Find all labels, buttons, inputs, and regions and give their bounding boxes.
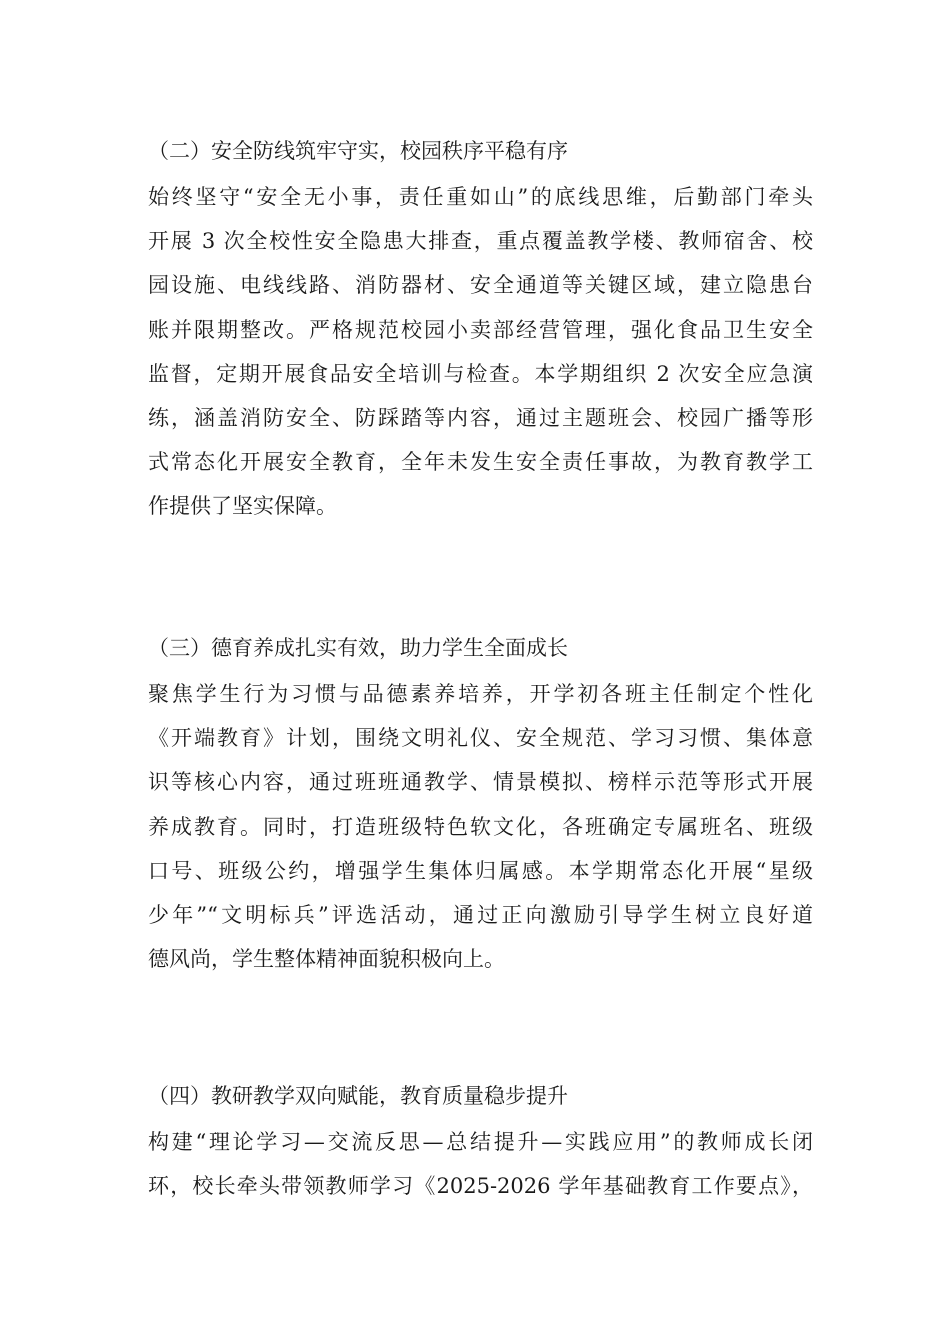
section-heading: （二）安全防线筑牢守实，校园秩序平稳有序 — [148, 139, 568, 163]
section-paragraph — [148, 672, 813, 981]
paragraph-line: 园设施、电线线路、消防器材、安全通道等关键区域，建立隐患台 — [148, 273, 813, 298]
paragraph-line: 少年”“文明标兵”评选活动，通过正向激励引导学生树立良好道 — [148, 902, 813, 927]
paragraph-line: 始终坚守“安全无小事，责任重如山”的底线思维，后勤部门牵头 — [148, 185, 813, 209]
section-teaching-research — [148, 1082, 813, 1208]
paragraph-line: 开展 3 次全校性安全隐患大排查，重点覆盖教学楼、教师宿舍、校 — [148, 229, 813, 254]
section-paragraph — [148, 175, 813, 529]
paragraph-line: 德风尚，学生整体精神面貌积极向上。 — [148, 947, 505, 972]
paragraph-line: 聚焦学生行为习惯与品德素养培养，开学初各班主任制定个性化 — [148, 682, 813, 706]
paragraph-line: 构建“理论学习—交流反思—总结提升—实践应用”的教师成长闭 — [148, 1130, 813, 1154]
paragraph-line: 识等核心内容，通过班班通教学、情景模拟、榜样示范等形式开展 — [148, 770, 813, 795]
paragraph-line: 作提供了坚实保障。 — [148, 494, 337, 519]
paragraph-line: 《开端教育》计划，围绕文明礼仪、安全规范、学习习惯、集体意 — [148, 726, 813, 751]
paragraph-line: 账并限期整改。严格规范校园小卖部经营管理，强化食品卫生安全 — [148, 317, 813, 342]
paragraph-line: 式常态化开展安全教育，全年未发生安全责任事故，为教育教学工 — [148, 450, 813, 475]
section-heading: （四）教研教学双向赋能，教育质量稳步提升 — [148, 1084, 568, 1108]
section-heading: （三）德育养成扎实有效，助力学生全面成长 — [148, 636, 568, 660]
paragraph-line: 环，校长牵头带领教师学习《2025-2026 学年基础教育工作要点》， — [148, 1174, 813, 1199]
paragraph-line: 监督，定期开展食品安全培训与检查。本学期组织 2 次安全应急演 — [148, 361, 813, 386]
paragraph-line: 练，涵盖消防安全、防踩踏等内容，通过主题班会、校园广播等形 — [148, 405, 813, 430]
section-moral-education — [148, 634, 813, 981]
section-paragraph — [148, 1120, 813, 1208]
section-safety — [148, 137, 813, 529]
paragraph-line: 口号、班级公约，增强学生集体归属感。本学期常态化开展“星级 — [148, 858, 813, 883]
paragraph-line: 养成教育。同时，打造班级特色软文化，各班确定专属班名、班级 — [148, 814, 813, 839]
